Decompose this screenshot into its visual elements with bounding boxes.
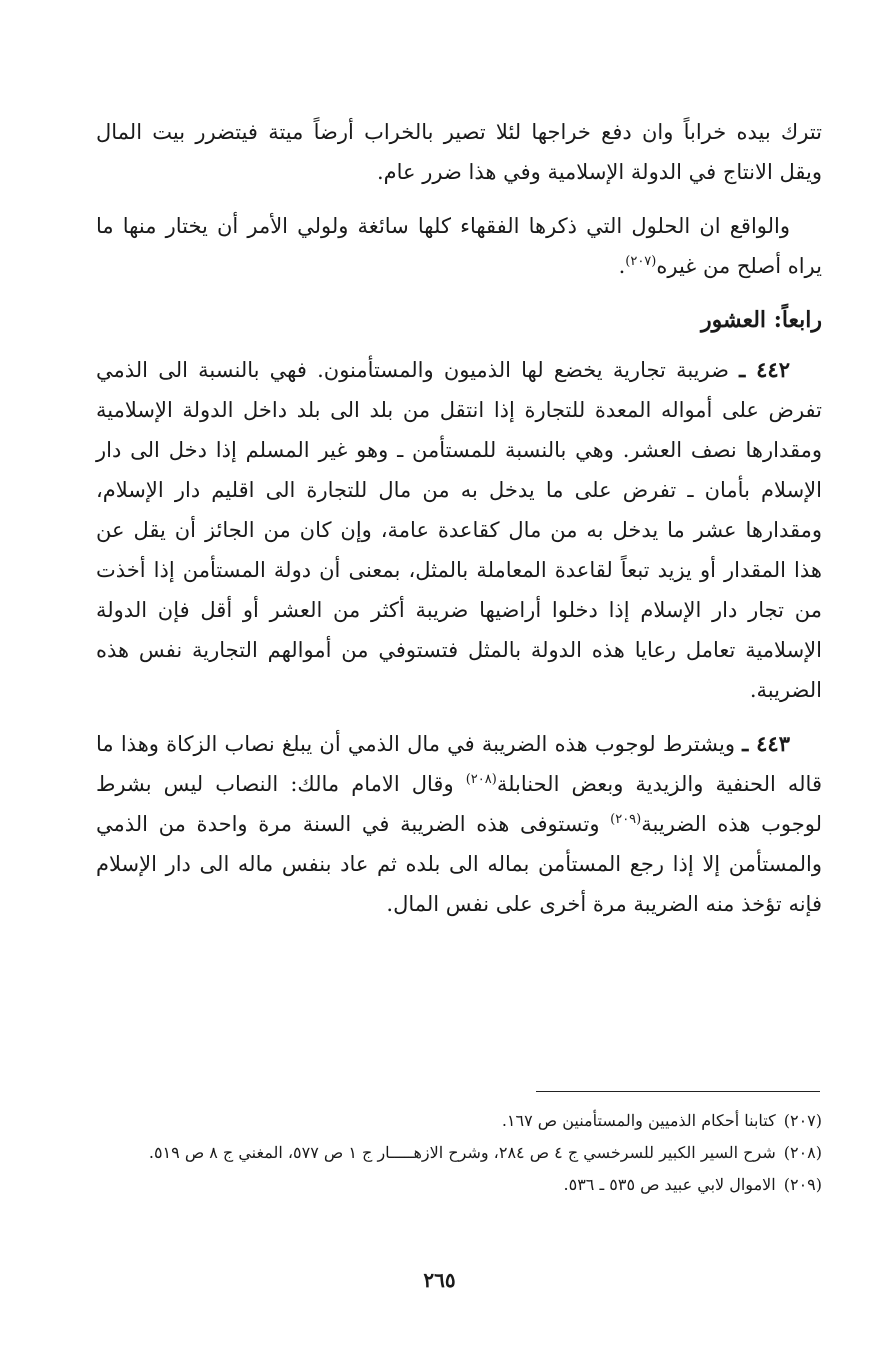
footnote-207	[96, 1106, 822, 1136]
footnote-ref-207: (٢٠٧)	[625, 254, 657, 269]
paragraph-1: تترك بيده خراباً وان دفع خراجها لئلا تصير بالخراب أرضاً ميتة فيتضرر بيت المال ويقل الانتاج في الدولة الإسلامية وفي هذا ضرر عام.	[96, 120, 822, 184]
paragraph-2-end: .	[618, 254, 626, 278]
footnote-text: كتابنا أحكام الذميين والمستأمنين ص ١٦٧.	[501, 1111, 776, 1130]
footnote-number: (٢٠٧)	[783, 1111, 822, 1130]
paragraph-442	[96, 350, 822, 710]
paragraph-2	[96, 206, 822, 286]
main-text	[96, 112, 822, 938]
footnotes	[96, 1106, 822, 1202]
paragraph-2-text: والواقع ان الحلول التي ذكرها الفقهاء كلها سائغة ولولي الأمر أن يختار منها ما يراه أصلح من غيره	[96, 214, 822, 278]
footnote-text: شرح السير الكبير للسرخسي ج ٤ ص ٢٨٤، وشرح الازهـــــار ج ١ ص ٥٧٧، المغني ج ٨ ص ٥١٩.	[148, 1143, 776, 1162]
footnote-ref-209: (٢٠٩)	[610, 812, 642, 827]
footnote-number: (٢٠٩)	[783, 1175, 822, 1194]
paragraph-443	[96, 724, 822, 924]
footnote-number: (٢٠٨)	[783, 1143, 822, 1162]
footnote-text: الاموال لابي عبيد ص ٥٣٥ ـ ٥٣٦.	[563, 1175, 776, 1194]
paragraph-443-text-b: وقال الامام مالك: النصاب ليس بشرط لوجوب هذه الضريبة	[96, 772, 822, 836]
footnote-208	[96, 1138, 822, 1168]
paragraph-number-443: ٤٤٣ ـ	[742, 731, 790, 756]
paragraph-443-text-c: وتستوفى هذه الضريبة في السنة مرة واحدة من الذمي والمستأمن إلا إذا رجع المستأمن بماله الى بلده ثم عاد بنفس ماله الى دار الإسلام فإنه تؤخذ منه الضريبة مرة أخرى على نفس المال.	[96, 812, 822, 916]
paragraph-442-text: ضريبة تجارية يخضع لها الذميون والمستأمنون. فهي بالنسبة الى الذمي تفرض على أمواله المعدة للتجارة إذا انتقل من بلد الى بلد داخل الدولة الإسلامية ومقدارها نصف العشر. وهي بالنسبة للمستأمن ـ وهو غير المسلم إذا دخل الى دار الإسلام بأمان ـ تفرض على ما يدخل به من مال للتجارة الى اقليم دار الإسلام، ومقدارها عشر ما يدخل به من مال كقاعدة عامة، وإن كان من الجائز أن يقل عن هذا المقدار أو يزيد تبعاً لقاعدة المعاملة بالمثل، بمعنى أن دولة المستأمن إذا أخذت من تجار دار الإسلام إذا دخلوا أراضيها ضريبة أكثر من العشر أو أقل فإن الدولة الإسلامية تعامل رعايا هذه الدولة بالمثل فتستوفي من أموالهم التجارية نفس هذه الضريبة.	[96, 358, 822, 702]
page-number: ٢٦٥	[423, 1268, 456, 1292]
paragraph-443-text-a: ويشترط لوجوب هذه الضريبة في مال الذمي أن يبلغ نصاب الزكاة وهذا ما قاله الحنفية والزيدية وبعض الحنابلة	[96, 732, 822, 796]
section-heading: رابعاً: العشور	[701, 307, 822, 333]
paragraph-number-442: ٤٤٢ ـ	[739, 357, 790, 382]
footnote-209	[96, 1170, 822, 1200]
footnote-divider	[536, 1091, 820, 1092]
footnote-ref-208: (٢٠٨)	[465, 772, 497, 787]
